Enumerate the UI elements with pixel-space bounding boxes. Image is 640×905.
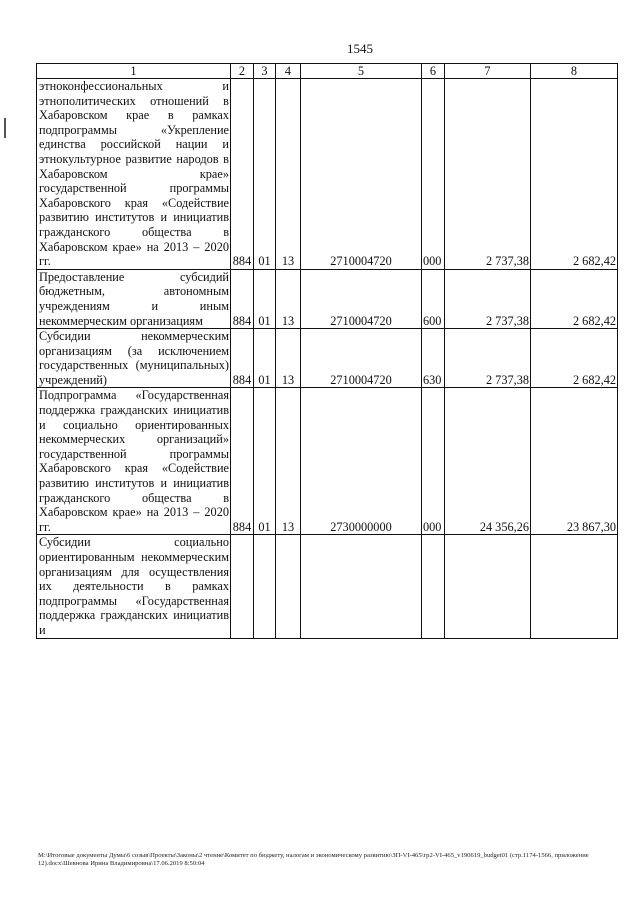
cell-amount-1: 24 356,26 — [445, 388, 531, 535]
cell-amount-1: 2 737,38 — [445, 329, 531, 388]
cell-amount-2: 2 682,42 — [531, 79, 618, 270]
row-name: этноконфессиональных и этнополитических отношений в Хабаровском крае в рамках подпрограммы «Укрепление единства российской нации и этнокультурное развитие народов в Хабаровском крае» государственной программы Хабаровского края «Содействие развитию институтов и инициатив гражданского общества в Хабаровском крае» на 2013 – 2020 гг. — [37, 79, 231, 270]
table-row — [37, 269, 618, 328]
cell-amount-2: 2 682,42 — [531, 269, 618, 328]
cell-amount-2: 2 682,42 — [531, 329, 618, 388]
column-header: 8 — [531, 64, 618, 79]
column-header: 7 — [445, 64, 531, 79]
column-header: 5 — [301, 64, 422, 79]
cell-expense-type — [422, 535, 445, 638]
cell-subsection: 13 — [276, 79, 301, 270]
row-name: Предоставление субсидий бюджетным, автономным учреждениям и иным некоммерческим организациям — [37, 269, 231, 328]
cell-amount-1: 2 737,38 — [445, 79, 531, 270]
cell-subsection: 13 — [276, 329, 301, 388]
cell-expense-type: 000 — [422, 79, 445, 270]
column-header: 1 — [37, 64, 231, 79]
cell-subsection — [276, 535, 301, 638]
table-row — [37, 535, 618, 638]
cell-amount-2: 23 867,30 — [531, 388, 618, 535]
footer-file-path: M:\Итоговые документы Думы\6 созыв\Проекты\Законы\2 чтение\Комитет по бюджету, налогам и экономическому развитию\ЗП-VI-465\гр2-VI-465_v190619_budget01 (стр.1174-1566, приложение 12).docx\Шевнова Ирина Владимировна\17.06.2019 8:50:04 — [38, 852, 589, 867]
header-row — [37, 64, 618, 79]
cell-ministry: 884 — [231, 79, 254, 270]
column-header: 4 — [276, 64, 301, 79]
budget-table — [36, 63, 618, 639]
cell-section: 01 — [254, 388, 276, 535]
cell-target-code: 2710004720 — [301, 79, 422, 270]
cell-ministry: 884 — [231, 269, 254, 328]
cell-amount-1 — [445, 535, 531, 638]
cell-section: 01 — [254, 329, 276, 388]
cell-target-code: 2710004720 — [301, 269, 422, 328]
cell-section: 01 — [254, 269, 276, 328]
cell-expense-type: 600 — [422, 269, 445, 328]
cell-target-code — [301, 535, 422, 638]
row-name: Субсидии некоммерческим организациям (за исключением государственных (муниципальных) учреждений) — [37, 329, 231, 388]
cell-ministry: 884 — [231, 388, 254, 535]
cell-section: 01 — [254, 79, 276, 270]
cell-ministry — [231, 535, 254, 638]
cell-subsection: 13 — [276, 269, 301, 328]
row-name: Подпрограмма «Государственная поддержка гражданских инициатив и социально ориентированных некоммерческих организаций» государственной программы Хабаровского края «Содействие развитию институтов и инициатив гражданского общества в Хабаровском крае» на 2013 – 2020 гг. — [37, 388, 231, 535]
cell-target-code: 2730000000 — [301, 388, 422, 535]
table-row — [37, 388, 618, 535]
column-header: 3 — [254, 64, 276, 79]
column-header: 6 — [422, 64, 445, 79]
margin-mark — [4, 118, 6, 138]
table-row — [37, 329, 618, 388]
cell-ministry: 884 — [231, 329, 254, 388]
cell-section — [254, 535, 276, 638]
row-name: Субсидии социально ориентированным некоммерческим организациям для осуществления их деятельности в рамках подпрограммы «Государственная поддержка гражданских инициатив и — [37, 535, 231, 638]
cell-subsection: 13 — [276, 388, 301, 535]
cell-expense-type: 630 — [422, 329, 445, 388]
column-header: 2 — [231, 64, 254, 79]
cell-amount-1: 2 737,38 — [445, 269, 531, 328]
cell-expense-type: 000 — [422, 388, 445, 535]
cell-target-code: 2710004720 — [301, 329, 422, 388]
table-row — [37, 79, 618, 270]
page-number: 1545 — [347, 41, 373, 56]
cell-amount-2 — [531, 535, 618, 638]
